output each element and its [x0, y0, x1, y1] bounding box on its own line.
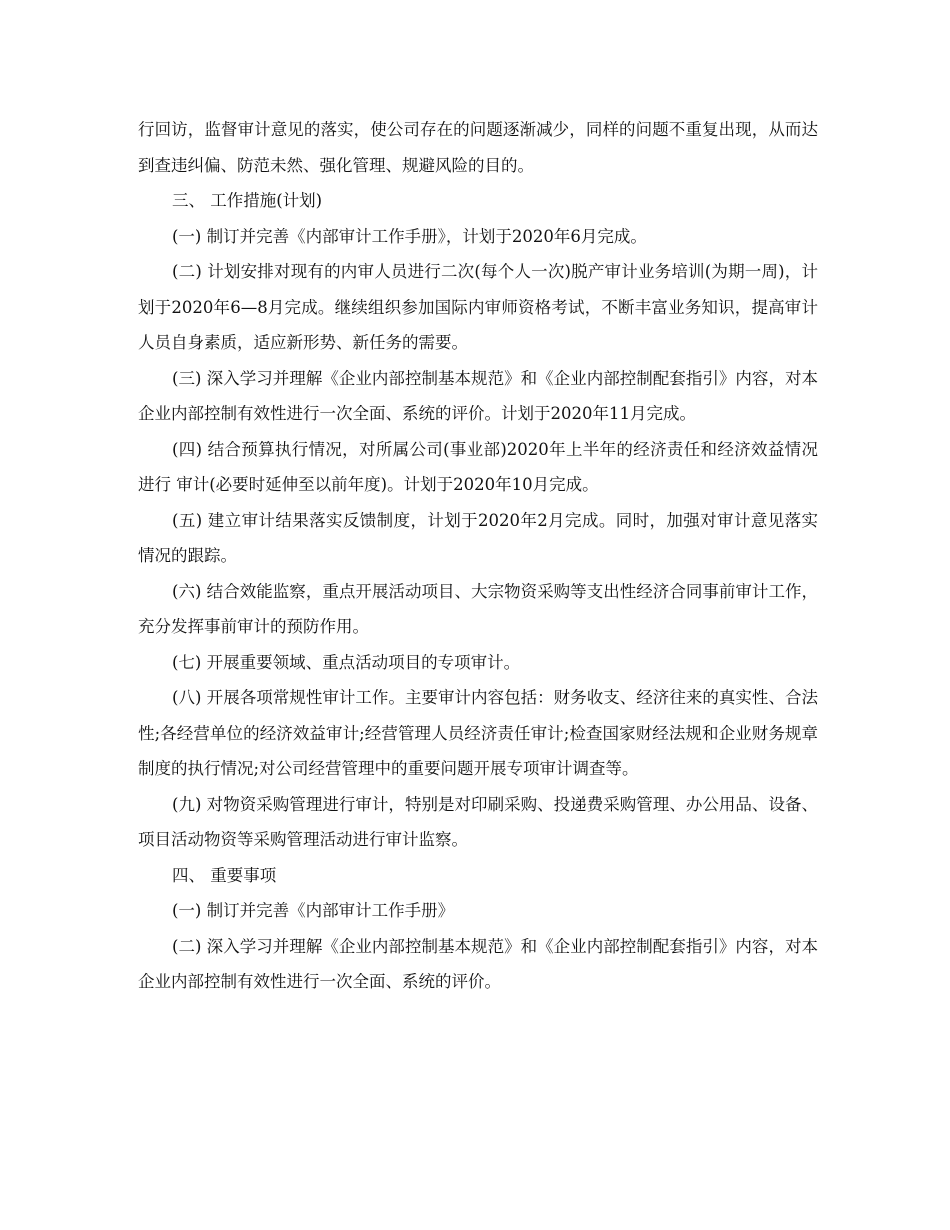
- paragraph-item-3: (三) 深入学习并理解《企业内部控制基本规范》和《企业内部控制配套指引》内容，对本企业内部控制有效性进行一次全面、系统的评价。计划于2020年11月完成。: [138, 368, 818, 423]
- section-heading-measures: 三、 工作措施(计划): [172, 191, 323, 210]
- paragraph-item-7: (七) 开展重要领域、重点活动项目的专项审计。: [172, 652, 521, 672]
- paragraph-item-2: (二) 计划安排对现有的内审人员进行二次(每个人一次)脱产审计业务培训(为期一周)，计划于2020年6—8月完成。继续组织参加国际内审师资格考试，不断丰富业务知识，提高审计人员自身素质，适应新形势、新任务的需要。: [138, 262, 818, 352]
- document-body: [138, 112, 818, 1000]
- paragraph-item-9: (九) 对物资采购管理进行审计，特别是对印刷采购、投递费采购管理、办公用品、设备、项目活动物资等采购管理活动进行审计监察。: [138, 794, 818, 849]
- paragraph-key-item-1: (一) 制订并完善《内部审计工作手册》: [172, 901, 455, 920]
- paragraph-item-5: (五) 建立审计结果落实反馈制度，计划于2020年2月完成。同时，加强对审计意见落实情况的跟踪。: [138, 510, 818, 565]
- paragraph-key-item-2: (二) 深入学习并理解《企业内部控制基本规范》和《企业内部控制配套指引》内容，对本企业内部控制有效性进行一次全面、系统的评价。: [138, 936, 818, 991]
- paragraph-item-6: (六) 结合效能监察，重点开展活动项目、大宗物资采购等支出性经济合同事前审计工作，充分发挥事前审计的预防作用。: [138, 581, 818, 636]
- paragraph-item-1: (一) 制订并完善《内部审计工作手册》，计划于2020年6月完成。: [172, 226, 647, 246]
- paragraph-continuation: 行回访，监督审计意见的落实，使公司存在的问题逐渐减少，同样的问题不重复出现，从而达到查违纠偏、防范未然、强化管理、规避风险的目的。: [138, 120, 818, 175]
- paragraph-item-8: (八) 开展各项常规性审计工作。主要审计内容包括：财务收支、经济往来的真实性、合法性;各经营单位的经济效益审计;经营管理人员经济责任审计;检查国家财经法规和企业财务规章制度的执行情况;对公司经营管理中的重要问题开展专项审计调查等。: [138, 688, 818, 778]
- paragraph-item-4: (四) 结合预算执行情况，对所属公司(事业部)2020年上半年的经济责任和经济效益情况进行 审计(必要时延伸至以前年度)。计划于2020年10月完成。: [138, 439, 818, 494]
- section-heading-key-matters: 四、 重要事项: [172, 865, 277, 885]
